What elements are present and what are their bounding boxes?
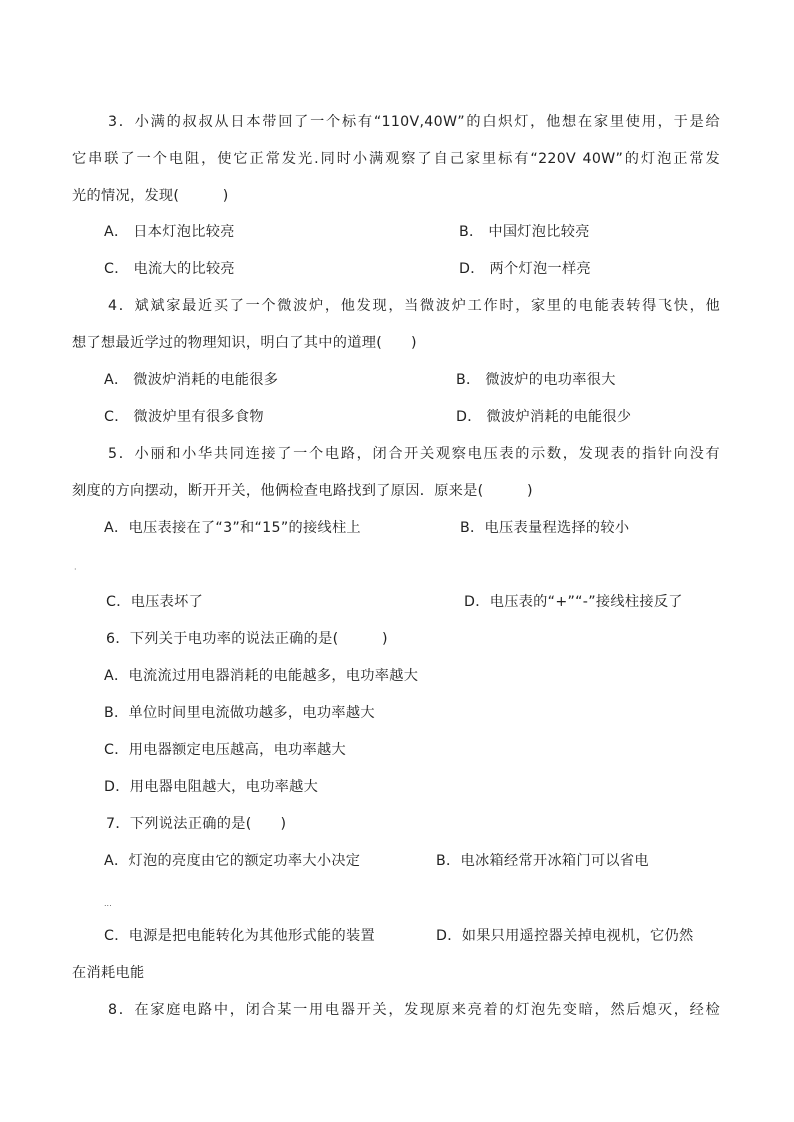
q5-stem-line1: 5．小丽和小华共同连接了一个电路，闭合开关观察电压表的示数，发现表的指针向没有 [108,446,720,462]
q4-option-c: C． 微波炉里有很多食物 [104,409,264,425]
q6-stem: 6．下列关于电功率的说法正确的是( ) [106,631,388,647]
q6-option-d: D．用电器电阻越大，电功率越大 [104,779,319,795]
stray-mark-2: ... [104,899,112,908]
q6-option-c: C．用电器额定电压越高，电功率越大 [104,742,347,758]
q5-option-c: C．电压表坏了 [106,594,204,610]
q3-option-d: D． 两个灯泡一样亮 [459,261,591,277]
q8-stem-line1: 8．在家庭电路中，闭合某一用电器开关，发现原来亮着的灯泡先变暗，然后熄灭，经检 [108,1002,720,1018]
q3-stem-line2: 它串联了一个电阻，使它正常发光.同时小满观察了自己家里标有“220V 40W”的灯泡正常发 [72,151,720,167]
q3-option-a: A． 日本灯泡比较亮 [104,224,235,240]
q3-stem-line3: 光的情况，发现( ) [72,188,229,204]
q7-option-a: A．灯泡的亮度由它的额定功率大小决定 [104,853,361,869]
q4-option-b: B． 微波炉的电功率很大 [456,372,616,388]
q6-option-b: B．单位时间里电流做功越多，电功率越大 [104,705,375,721]
q3-option-c: C． 电流大的比较亮 [104,261,235,277]
q7-stem: 7．下列说法正确的是( ) [106,816,287,832]
q5-option-d: D．电压表的“+”“-”接线柱接反了 [464,594,683,610]
stray-mark-1: · [74,565,77,574]
q7-option-d: D．如果只用遥控器关掉电视机，它仍然 [436,928,694,944]
q4-option-a: A． 微波炉消耗的电能很多 [104,372,279,388]
q3-option-b: B． 中国灯泡比较亮 [459,224,590,240]
q7-option-b: B．电冰箱经常开冰箱门可以省电 [436,853,649,869]
q4-option-d: D． 微波炉消耗的电能很少 [456,409,632,425]
q5-stem-line2: 刻度的方向摆动，断开开关，他俩检查电路找到了原因．原来是( ) [72,483,533,499]
q5-option-b: B．电压表量程选择的较小 [460,520,630,536]
q5-option-a: A．电压表接在了“3”和“15”的接线柱上 [104,520,361,536]
q7-option-c: C．电源是把电能转化为其他形式能的装置 [104,928,375,944]
q4-stem-line1: 4．斌斌家最近买了一个微波炉，他发现，当微波炉工作时，家里的电能表转得飞快，他 [108,298,720,314]
q7-option-d-continued: 在消耗电能 [72,965,145,981]
q4-stem-line2: 想了想最近学过的物理知识，明白了其中的道理( ) [72,335,417,351]
q6-option-a: A．电流流过用电器消耗的电能越多，电功率越大 [104,668,419,684]
q3-stem-line1: 3．小满的叔叔从日本带回了一个标有“110V,40W”的白炽灯，他想在家里使用，于是给 [108,114,720,130]
